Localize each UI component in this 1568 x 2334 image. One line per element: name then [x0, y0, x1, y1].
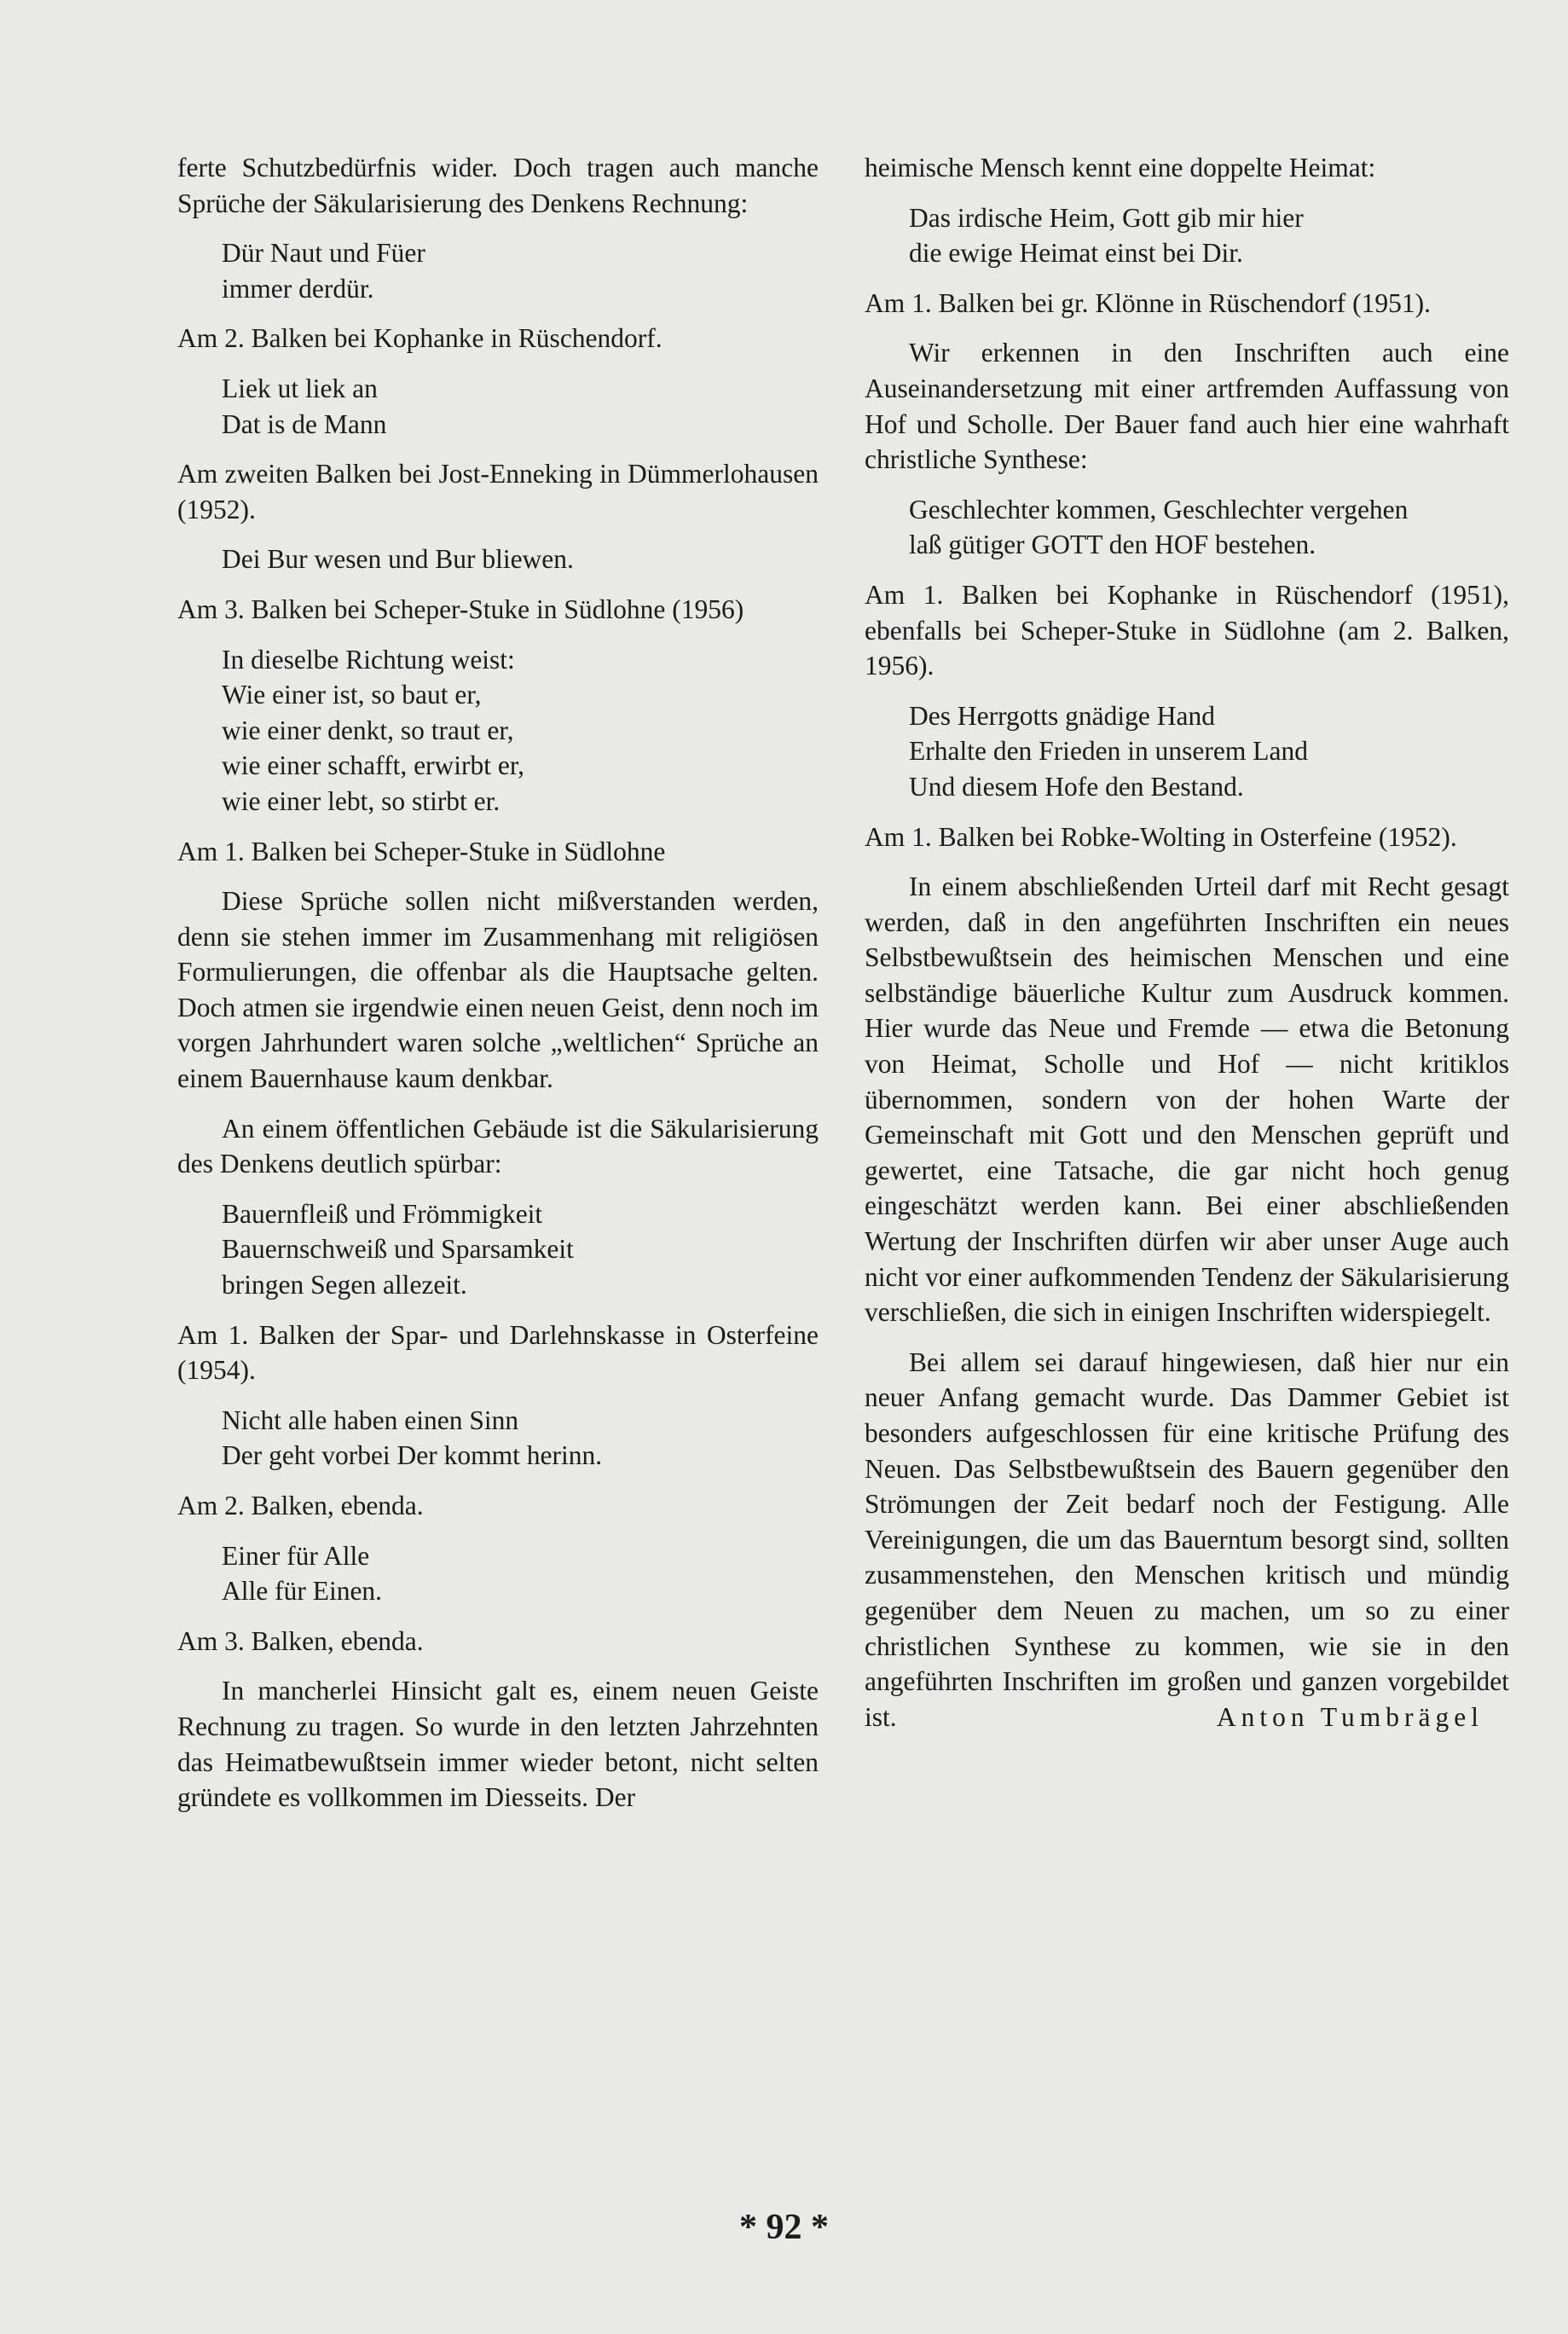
source-note: Am 1. Balken bei Kophanke in Rüschendorf (1951), ebenfalls bei Scheper-Stuke in Südlohne (am 2. Balken, 1956). — [865, 579, 1509, 681]
verse-line: Nicht alle haben einen Sinn — [222, 1404, 519, 1435]
verse-line: Alle für Einen. — [222, 1576, 383, 1607]
verse-line: wie einer lebt, so stirbt er. — [222, 785, 500, 816]
author-name: Anton Tumbrägel — [1216, 1702, 1484, 1733]
source-note: Am 1. Balken bei Scheper-Stuke in Südlohne — [177, 836, 666, 866]
paragraph: Diese Sprüche sollen nicht mißverstanden werden, denn sie stehen immer im Zusammenhang mit religiösen Formulierungen, die offenbar als die Hauptsache gelten. Doch atmen sie irgendwie einen neuen Geist, denn noch im vorgen Jahrhundert waren solche „weltlichen“ Sprüche an einem Bauernhause kaum denkbar. — [177, 886, 819, 1094]
source-note: Am 3. Balken bei Scheper-Stuke in Südlohne (1956) — [177, 594, 744, 624]
paragraph: An einem öffentlichen Gebäude ist die Säkularisierung des Denkens deutlich spürbar: — [177, 1113, 819, 1179]
source-note: heimische Mensch kennt eine doppelte Heimat: — [865, 153, 1376, 182]
source-note: ferte Schutzbedürfnis wider. Doch tragen auch manche Sprüche der Säkularisierung des Denkens Rechnung: — [177, 153, 819, 218]
verse-block — [222, 1403, 819, 1474]
source-note: Am 1. Balken bei Robke-Wolting in Osterfeine (1952). — [865, 821, 1457, 852]
verse-line: Der geht vorbei Der kommt herinn. — [222, 1440, 603, 1471]
verse-block — [222, 1196, 819, 1303]
verse-line: bringen Segen allezeit. — [222, 1270, 467, 1300]
left-column — [177, 150, 819, 1830]
verse-line: Dei Bur wesen und Bur bliewen. — [222, 544, 574, 575]
source-note: Am 3. Balken, ebenda. — [177, 1625, 424, 1656]
source-note: Am 2. Balken, ebenda. — [177, 1491, 424, 1520]
verse-block — [222, 642, 819, 820]
source-note: Am 2. Balken bei Kophanke in Rüschendorf. — [177, 323, 662, 354]
verse-line: Dat is de Mann — [222, 408, 387, 439]
verse-block — [222, 235, 819, 306]
paragraph: Wir erkennen in den Inschriften auch eine Auseinandersetzung mit einer artfremden Auffassung von Hof und Scholle. Der Bauer fand auch hier eine wahrhaft christliche Synthese: — [865, 338, 1509, 475]
verse-line: immer derdür. — [222, 273, 374, 304]
verse-block — [222, 371, 819, 442]
right-column — [865, 150, 1509, 1735]
verse-line: Dür Naut und Füer — [222, 238, 425, 269]
verse-line: Und diesem Hofe den Bestand. — [909, 771, 1244, 802]
verse-line: Erhalte den Frieden in unserem Land — [909, 736, 1308, 767]
verse-line: Das irdische Heim, Gott gib mir hier — [909, 202, 1304, 233]
verse-block — [909, 492, 1509, 563]
verse-block — [222, 1538, 819, 1609]
paragraph: Bei allem sei darauf hingewiesen, daß hier nur ein neuer Anfang gemacht wurde. Das Dammer Gebiet ist besonders aufgeschlossen für eine kritische Prüfung des Neuen. Das Selbstbewußtsein des Bauern gegenüber den Strömungen der Zeit bedarf noch der Festigung. Alle Vereinigungen, die um das Bauerntum besorgt sind, sollten zusammenstehen, den Menschen kritisch und mündig gegenüber dem Neuen zu machen, um so zu einer christlichen Synthese zu kommen, wie sie in den angeführten Inschriften im großen und ganzen vorgebildet ist. — [865, 1347, 1509, 1732]
page-number: * 92 * — [739, 2208, 829, 2247]
source-note: Am zweiten Balken bei Jost-Enneking in Dümmerlohausen (1952). — [177, 459, 819, 524]
verse-line: die ewige Heimat einst bei Dir. — [909, 238, 1243, 269]
verse-line: Wie einer ist, so baut er, — [222, 680, 482, 710]
source-note: Am 1. Balken der Spar- und Darlehnskasse in Osterfeine (1954). — [177, 1319, 819, 1386]
verse-line: Liek ut liek an — [222, 373, 378, 403]
source-note: Am 1. Balken bei gr. Klönne in Rüschendorf (1951). — [865, 287, 1432, 318]
verse-block — [222, 542, 819, 577]
verse-line: Bauernfleiß und Frömmigkeit — [222, 1198, 543, 1229]
verse-line: Des Herrgotts gnädige Hand — [909, 700, 1215, 731]
verse-line: laß gütiger GOTT den HOF bestehen. — [909, 530, 1316, 560]
verse-line: In dieselbe Richtung weist: — [222, 644, 515, 675]
verse-line: Einer für Alle — [222, 1540, 370, 1571]
verse-line: Bauernschweiß und Sparsamkeit — [222, 1234, 574, 1265]
verse-block — [909, 200, 1509, 271]
verse-block — [909, 698, 1509, 805]
verse-line: wie einer denkt, so traut er, — [222, 715, 514, 745]
verse-line: Geschlechter kommen, Geschlechter vergehen — [909, 494, 1409, 524]
paragraph: In mancherlei Hinsicht galt es, einem neuen Geiste Rechnung zu tragen. So wurde in den letzten Jahrzehnten das Heimatbewußtsein immer wieder betont, nicht selten gründete es vollkommen im Diesseits. Der — [177, 1676, 819, 1813]
verse-line: wie einer schafft, erwirbt er, — [222, 750, 524, 781]
paragraph: In einem abschließenden Urteil darf mit Recht gesagt werden, daß in den angeführten Inschriften ein neues Selbstbewußtsein des heimischen Menschen und eine selbständige bäuerliche Kultur zum Ausdruck kommen. Hier wurde das Neue und Fremde — etwa die Betonung von Heimat, Scholle und Hof — nicht kritiklos übernommen, sondern von der hohen Warte der Gemeinschaft mit Gott und den Menschen geprüft und gewertet, eine Tatsache, die gar nicht hoch genug eingeschätzt werden kann. Bei einer abschließenden Wertung der Inschriften dürfen wir aber unser Auge auch nicht vor einer aufkommenden Tendenz der Säkularisierung verschließen, die sich in einigen Inschriften widerspiegelt. — [865, 872, 1509, 1328]
